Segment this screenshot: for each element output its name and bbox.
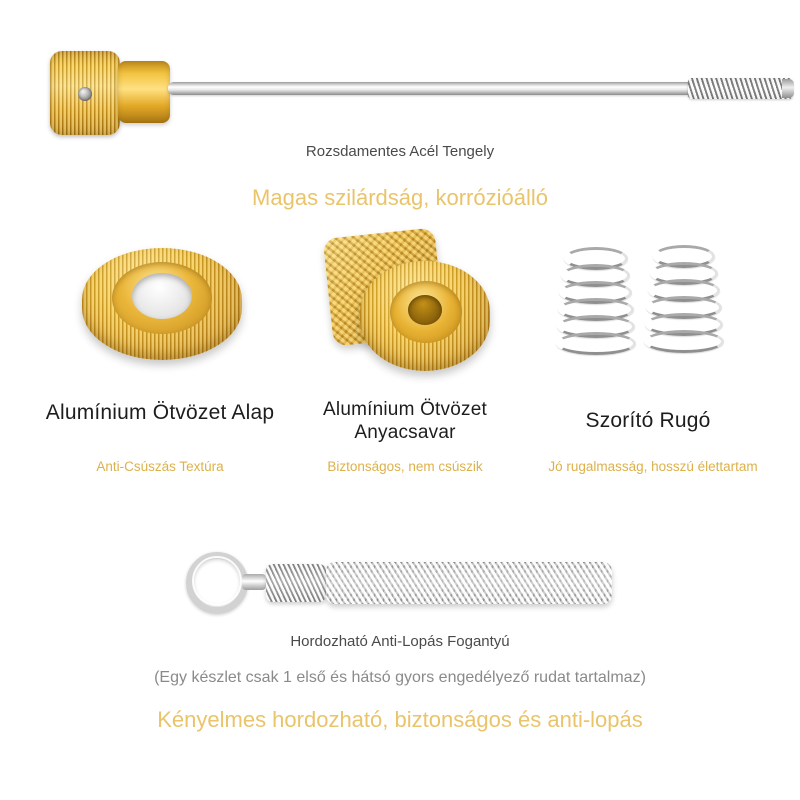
shaft-threaded-end [688,78,793,99]
handle-note: (Egy készlet csak 1 első és hátsó gyors engedélyező rudat tartalmaz) [154,669,646,686]
handle-headline: Kényelmes hordozható, biztonságos és anti-lopás [157,707,643,732]
spring-right [644,245,724,357]
nut-threaded-hole [408,295,442,325]
handle-label: Hordozható Anti-Lopás Fogantyú [290,633,510,650]
portable-handle-image [180,540,620,630]
aluminum-alloy-base-image [82,240,242,375]
shaft-thread-cap [782,79,794,98]
spring-sublabel: Jó rugalmasság, hosszú élettartam [548,459,758,474]
base-label: Alumínium Ötvözet Alap [45,401,275,424]
stainless-steel-shaft-image [40,45,760,140]
aluminum-alloy-nut-image [320,233,490,378]
handle-ring-highlight [192,556,242,606]
spring-left [556,245,636,357]
shaft-head-screw-icon [78,87,92,101]
handle-ring-stem [242,574,266,590]
shaft-label: Rozsdamentes Acél Tengely [305,143,495,160]
handle-body [326,562,612,604]
shaft-head-flange [118,61,170,123]
base-center-hole [132,273,192,319]
handle-collar [266,564,326,602]
nut-sublabel: Biztonságos, nem csúszik [327,459,483,474]
spring-label: Szorító Rugó [585,409,711,432]
shaft-rod [168,82,698,95]
clamping-springs-image [548,245,748,370]
shaft-headline: Magas szilárdság, korrózióálló [252,185,548,210]
base-sublabel: Anti-Csúszás Textúra [96,459,224,474]
nut-label: Alumínium Ötvözet Anyacsavar [323,399,487,443]
